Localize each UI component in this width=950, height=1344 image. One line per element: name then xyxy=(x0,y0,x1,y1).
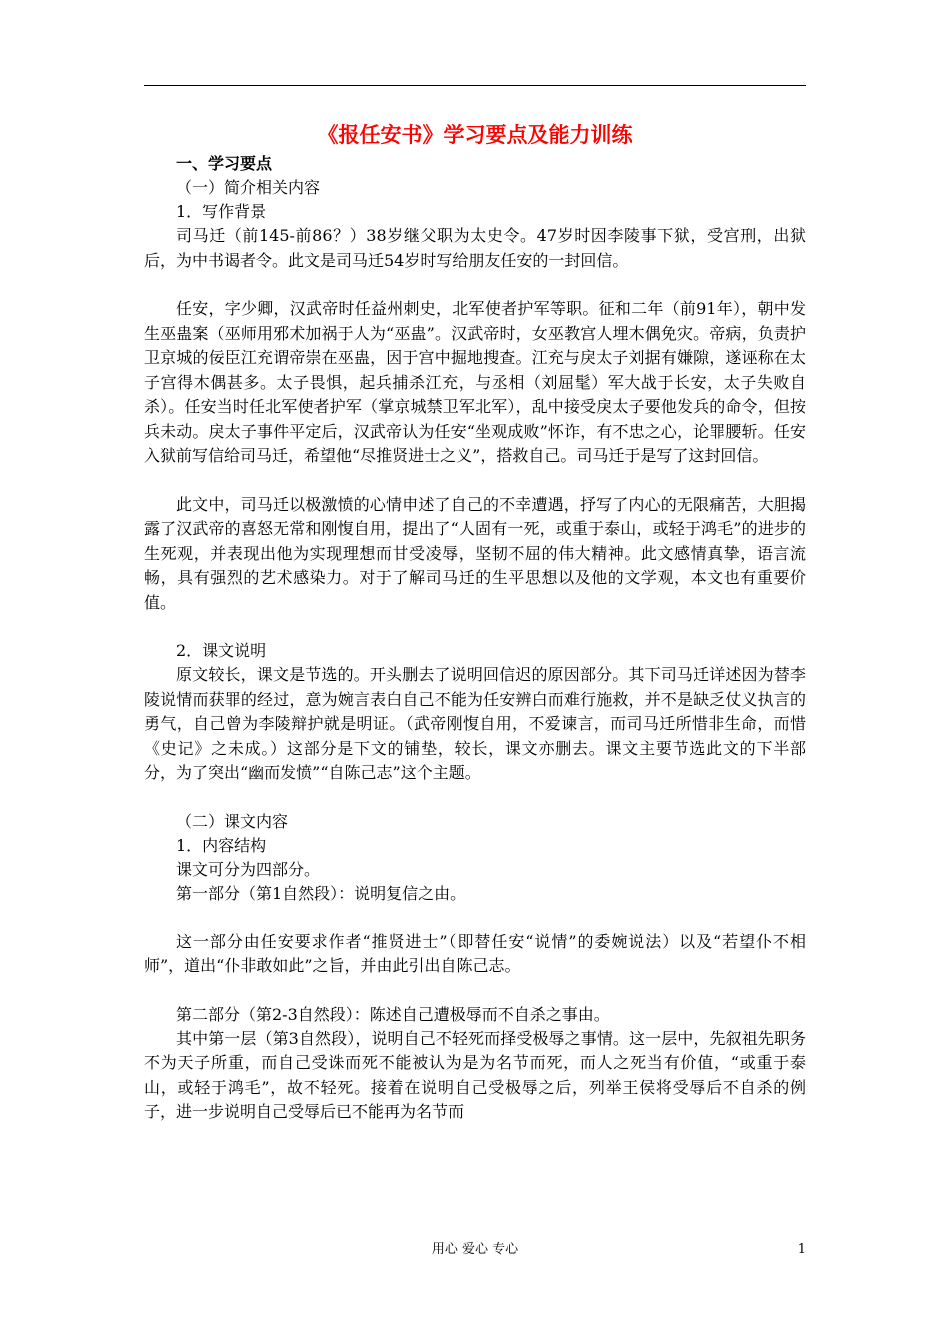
footer-motto: 用心 爱心 专心 xyxy=(431,1242,519,1257)
paragraph-text-significance: 此文中，司马迁以极激愤的心情申述了自己的不幸遭遇，抒写了内心的无限痛苦，大胆揭露了汉武帝的喜怒无常和刚愎自用，提出了“人固有一死，或重于泰山，或轻于鸿毛”的进步的生死观，并表现出他为实现理想而甘受凌辱，坚韧不屈的伟大精神。此文感情真挚，语言流畅，具有强烈的艺术感染力。对于了解司马迁的生平思想以及他的文学观，本文也有重要价值。 xyxy=(144,494,806,612)
item-heading-text-notes: 2．课文说明 xyxy=(176,641,267,660)
paragraph-part-two-detail: 其中第一层（第3自然段），说明自己不轻死而择受极辱之事情。这一层中，先叙祖先职务不为天子所重，而自己受诛而死不能被认为是为名节而死，而人之死当有价值，“或重于泰山，或轻于鸿毛”，故不轻死。接着在说明自己受极辱之后，列举王侯将受辱后不自杀的例子，进一步说明自己受辱后已不能再为名节而 xyxy=(144,1028,806,1121)
document-title: 《报任安书》学习要点及能力训练 xyxy=(317,123,633,147)
header-rule xyxy=(144,85,806,86)
paragraph-ren-an-bio: 任安，字少卿，汉武帝时任益州刺史，北军使者护军等职。征和二年（前91年），朝中发生巫蛊案（巫师用邪术加祸于人为“巫蛊”。汉武帝时，女巫教宫人埋木偶免灾。帝病，负责护卫京城的佞臣江充谓帝崇在巫蛊，因于宫中掘地搜查。江充与戾太子刘据有嫌隙，遂诬称在太子宫得木偶甚多。太子畏惧，起兵捕杀江充，与丞相（刘屈髦）军大战于长安，太子失败自杀）。任安当时任北军使者护军（掌京城禁卫军北军），乱中接受戾太子要他发兵的命令，但按兵未动。戾太子事件平定后，汉武帝认为任安“坐观成败”怀诈，有不忠之心，论罪腰斩。任安入狱前写信给司马迁，希望他“尽推贤进士之义”，搭救自己。司马迁于是写了这封回信。 xyxy=(144,299,806,465)
paragraph-part-one-detail: 这一部分由任安要求作者“推贤进士”（即替任安“说情”的委婉说法）以及“若望仆不相师”，道出“仆非敢如此”之旨，并由此引出自陈己志。 xyxy=(144,931,806,975)
page-number: 1 xyxy=(797,1242,806,1257)
text-part-two: 第二部分（第2-3自然段）：陈述自己遭极辱而不自杀之事由。 xyxy=(176,1004,610,1024)
paragraph-sima-qian-bio: 司马迁（前145-前86？）38岁继父职为太史令。47岁时因李陵事下狱，受宫刑，出狱后，为中书谒者令。此文是司马迁54岁时写给朋友任安的一封回信。 xyxy=(144,226,806,270)
subheading-text-content: （二）课文内容 xyxy=(176,811,289,831)
item-heading-structure: 1．内容结构 xyxy=(176,835,267,855)
item-heading-background: 1．写作背景 xyxy=(176,202,267,221)
text-part-one: 第一部分（第1自然段）：说明复信之由。 xyxy=(176,883,467,903)
text-four-parts: 课文可分为四部分。 xyxy=(176,859,321,879)
paragraph-text-notes: 原文较长，课文是节选的。开头删去了说明回信迟的原因部分。其下司马迁详述因为替李陵说情而获罪的经过，意为婉言表白自己不能为任安辨白而难行施救，并不是缺乏仗义执言的勇气，自己曾为李陵辩护就是明证。（武帝刚愎自用，不爱谏言，而司马迁所惜非生命，而惜《史记》之未成。）这部分是下文的铺垫，较长，课文亦删去。课文主要节选此文的下半部分，为了突出“幽而发愤”“自陈己志”这个主题。 xyxy=(144,665,806,782)
section-heading-study-points: 一、学习要点 xyxy=(176,154,273,173)
document-body xyxy=(144,120,806,1125)
subheading-intro: （一）简介相关内容 xyxy=(176,178,321,197)
